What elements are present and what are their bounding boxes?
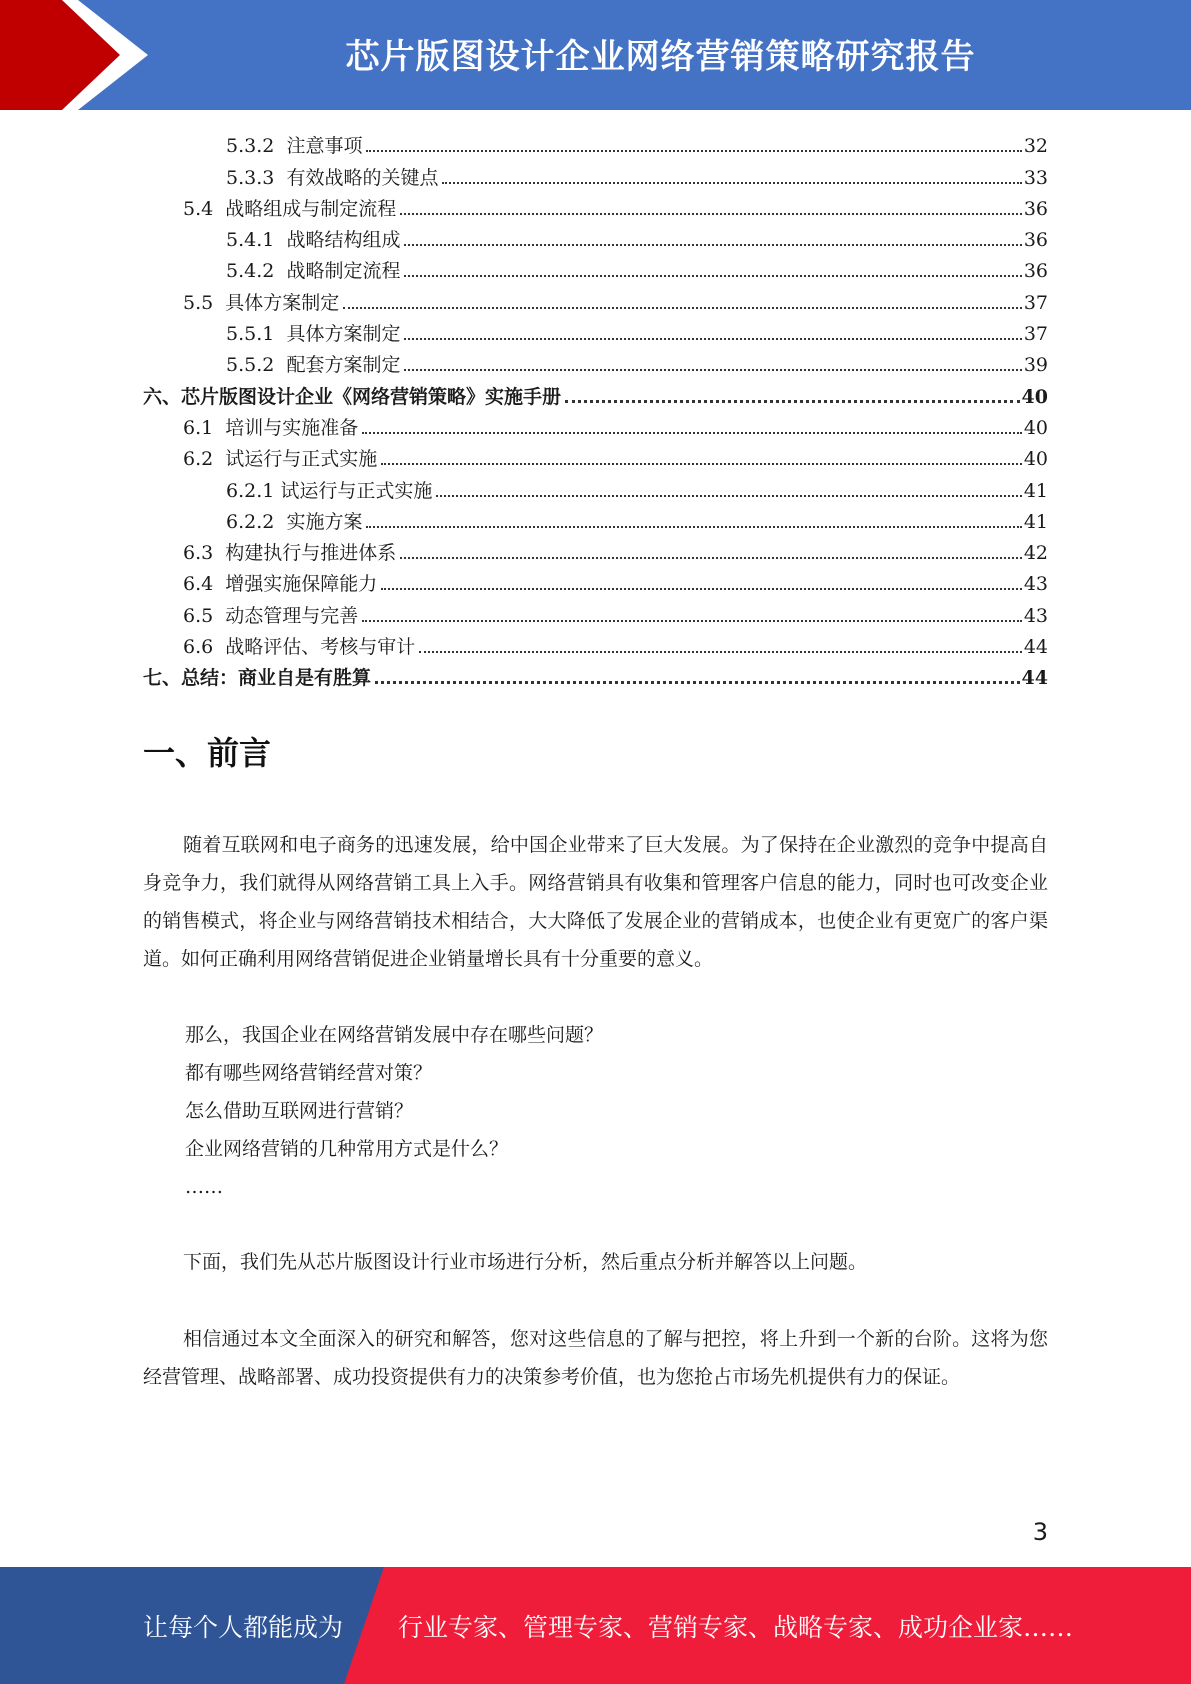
toc-entry-number: 5.4	[183, 197, 226, 220]
toc-leader-dots	[381, 463, 1022, 465]
toc-leader-dots	[565, 400, 1020, 403]
header-banner	[0, 0, 1191, 110]
toc-entry-title: 试运行与正式实施	[225, 448, 378, 471]
toc-entry-page: 37	[1023, 291, 1048, 314]
toc-entry-number: 5.5.1	[226, 323, 287, 346]
toc-entry[interactable]	[143, 409, 1048, 440]
toc-entry-page: 42	[1023, 542, 1048, 565]
toc-entry-number: 6.3	[183, 542, 226, 565]
toc-entry[interactable]	[143, 596, 1048, 627]
question-item: ……	[185, 1176, 223, 1198]
question-list	[143, 1016, 1090, 1206]
report-title: 芯片版图设计企业网络营销策略研究报告	[345, 36, 976, 77]
toc-leader-dots	[419, 651, 1022, 653]
toc-entry[interactable]	[143, 503, 1048, 534]
toc-entry[interactable]	[143, 440, 1048, 471]
toc-entry-number: 5.4.1	[226, 229, 287, 252]
toc-entry-page: 40	[1023, 416, 1048, 439]
toc-entry-number: 6.5	[183, 604, 226, 627]
toc-entry-page: 40	[1023, 448, 1048, 471]
toc-entry-page: 37	[1023, 323, 1048, 346]
toc-entry-title: 配套方案制定	[286, 354, 401, 377]
footer-slogan-right: 行业专家、管理专家、营销专家、战略专家、成功企业家……	[398, 1612, 1074, 1642]
toc-entry-page: 40	[1021, 385, 1048, 408]
toc-entry-title: 注意事项	[286, 135, 363, 158]
toc-leader-dots	[366, 526, 1021, 528]
toc-entry-title: 战略结构组成	[286, 229, 401, 252]
toc-entry-page: 44	[1023, 636, 1048, 659]
question-item: 企业网络营销的几种常用方式是什么？	[185, 1138, 509, 1160]
toc-entry-page: 39	[1023, 354, 1048, 377]
toc-entry-number: 6.2.1	[226, 479, 281, 502]
toc-leader-dots	[404, 244, 1021, 246]
toc-entry[interactable]	[143, 377, 1048, 408]
toc-entry-page: 36	[1023, 229, 1048, 252]
toc-entry[interactable]	[143, 659, 1048, 690]
toc-entry[interactable]	[143, 471, 1048, 502]
toc-entry-number: 6.2.2	[226, 510, 287, 533]
toc-entry-number: 6.1	[183, 416, 226, 439]
toc-entry-title: 培训与实施准备	[225, 416, 359, 439]
question-item: 怎么借助互联网进行营销？	[185, 1100, 414, 1122]
toc-leader-dots	[400, 557, 1022, 559]
toc-entry-title: 增强实施保障能力	[225, 573, 378, 596]
toc-entry-title: 七、总结：商业自是有胜算	[143, 667, 372, 690]
toc-entry[interactable]	[143, 534, 1048, 565]
section-heading: 一、前言	[143, 734, 272, 772]
closing-paragraph: 相信通过本文全面深入的研究和解答，您对这些信息的了解与把控，将上升到一个新的台阶。这将为您经营管理、战略部署、成功投资提供有力的决策参考价值，也为您抢占市场先机提供有力的保证。	[143, 1328, 1048, 1388]
toc-entry-title: 战略组成与制定流程	[225, 197, 397, 220]
toc-entry-page: 44	[1021, 667, 1048, 690]
toc-entry-title: 实施方案	[286, 510, 363, 533]
toc-entry[interactable]	[143, 565, 1048, 596]
toc-leader-dots	[381, 588, 1022, 590]
page-number: 3	[1032, 1518, 1048, 1546]
toc-leader-dots	[404, 338, 1021, 340]
table-of-contents	[143, 127, 1048, 690]
toc-entry-title: 具体方案制定	[225, 291, 340, 314]
toc-leader-dots	[436, 495, 1021, 497]
toc-entry[interactable]	[143, 628, 1048, 659]
intro-paragraph: 随着互联网和电子商务的迅速发展，给中国企业带来了巨大发展。为了保持在企业激烈的竞争中提高自身竞争力，我们就得从网络营销工具上入手。网络营销具有收集和管理客户信息的能力，同时也可改变企业的销售模式，将企业与网络营销技术相结合，大大降低了发展企业的营销成本，也使企业有更宽广的客户渠道。如何正确利用网络营销促进企业销量增长具有十分重要的意义。	[143, 834, 1048, 970]
toc-entry-page: 33	[1023, 166, 1048, 189]
toc-entry-title: 具体方案制定	[286, 323, 401, 346]
toc-entry-number: 5.5	[183, 291, 226, 314]
toc-entry-page: 41	[1023, 510, 1048, 533]
question-item: 那么，我国企业在网络营销发展中存在哪些问题？	[185, 1024, 604, 1046]
analysis-paragraph: 下面，我们先从芯片版图设计行业市场进行分析，然后重点分析并解答以上问题。	[183, 1251, 868, 1273]
toc-entry-number: 5.3.2	[226, 135, 287, 158]
toc-entry-page: 41	[1023, 479, 1048, 502]
toc-leader-dots	[362, 432, 1022, 434]
toc-entry[interactable]	[143, 158, 1048, 189]
toc-entry[interactable]	[143, 283, 1048, 314]
toc-entry-title: 试运行与正式实施	[280, 479, 433, 502]
toc-entry[interactable]	[143, 315, 1048, 346]
toc-entry-page: 43	[1023, 573, 1048, 596]
toc-entry-number: 5.3.3	[226, 166, 287, 189]
toc-entry[interactable]	[143, 346, 1048, 377]
toc-entry-number: 5.5.2	[226, 354, 287, 377]
toc-leader-dots	[404, 275, 1021, 277]
toc-entry-title: 构建执行与推进体系	[225, 542, 397, 565]
toc-entry-page: 32	[1023, 135, 1048, 158]
toc-entry[interactable]	[143, 221, 1048, 252]
toc-entry[interactable]	[143, 127, 1048, 158]
toc-entry-page: 36	[1023, 197, 1048, 220]
toc-leader-dots	[400, 213, 1022, 215]
footer-banner	[0, 1567, 1191, 1684]
toc-entry[interactable]	[143, 190, 1048, 221]
toc-entry-title: 动态管理与完善	[225, 604, 359, 627]
toc-entry[interactable]	[143, 252, 1048, 283]
toc-entry-title: 战略制定流程	[286, 260, 401, 283]
toc-entry-number: 6.6	[183, 636, 226, 659]
toc-leader-dots	[375, 681, 1020, 684]
toc-entry-number: 6.4	[183, 573, 226, 596]
toc-leader-dots	[366, 150, 1021, 152]
question-item: 都有哪些网络营销经营对策？	[185, 1062, 433, 1084]
toc-entry-title: 战略评估、考核与审计	[225, 636, 416, 659]
toc-entry-title: 六、芯片版图设计企业《网络营销策略》实施手册	[143, 385, 562, 408]
toc-entry-number: 6.2	[183, 448, 226, 471]
footer-slogan-left: 让每个人都能成为	[143, 1612, 344, 1642]
toc-leader-dots	[343, 307, 1022, 309]
toc-entry-page: 43	[1023, 604, 1048, 627]
toc-leader-dots	[404, 369, 1021, 371]
toc-entry-number: 5.4.2	[226, 260, 287, 283]
toc-leader-dots	[442, 182, 1021, 184]
toc-entry-title: 有效战略的关键点	[286, 166, 439, 189]
toc-leader-dots	[362, 620, 1022, 622]
toc-entry-page: 36	[1023, 260, 1048, 283]
